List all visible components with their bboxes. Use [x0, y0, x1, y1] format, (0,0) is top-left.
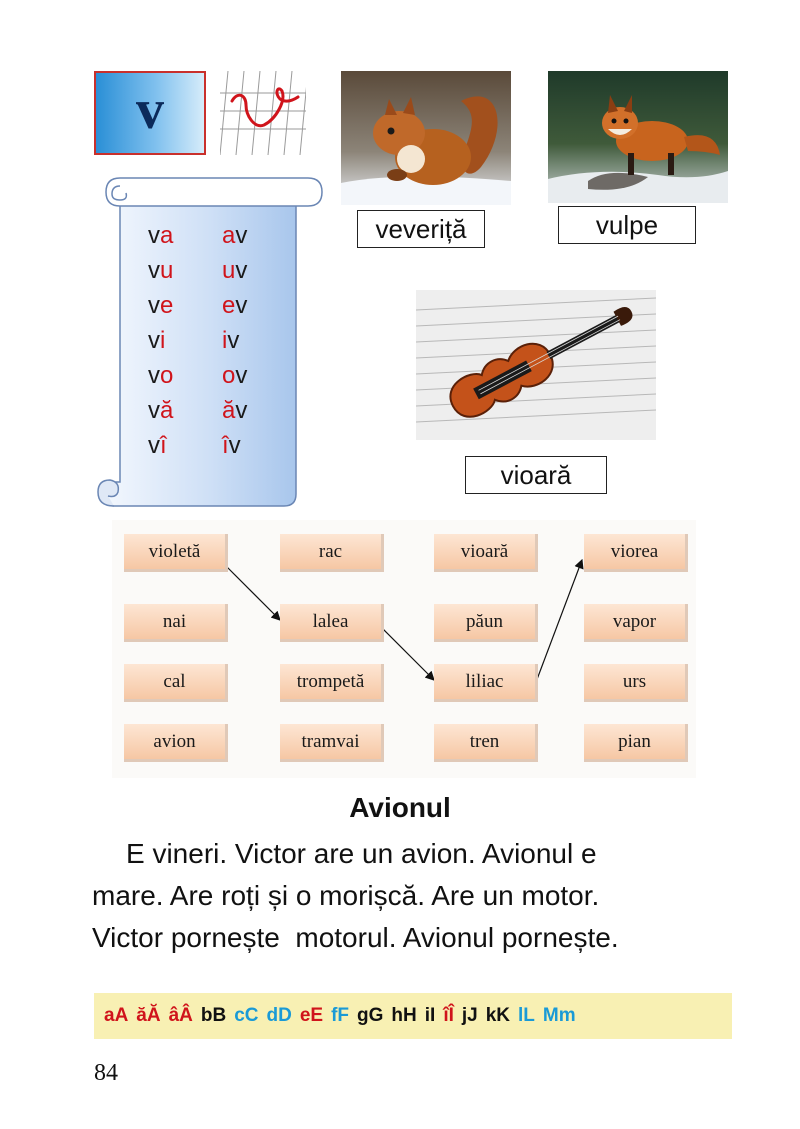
story-line: Victor pornește motorul. Avionul pornește.	[92, 922, 619, 953]
word-card: tramvai	[280, 724, 384, 762]
fox-label	[558, 206, 696, 244]
syllable-row-reverse	[222, 364, 247, 388]
alphabet-letter: îÎ	[443, 1005, 454, 1026]
consonant: v	[148, 397, 160, 424]
alphabet-letter: cC	[234, 1005, 259, 1026]
letter-tile	[94, 71, 206, 155]
consonant: v	[235, 222, 248, 249]
word-card: tren	[434, 724, 538, 762]
word-card: lalea	[280, 604, 384, 642]
syllable-row-reverse	[222, 294, 247, 318]
alphabet-letter: aA	[104, 1005, 129, 1026]
violin-word: vioară	[500, 459, 572, 490]
syllable-row-reverse	[222, 259, 247, 283]
word-grid	[112, 520, 696, 778]
story-line: E vineri. Victor are un avion. Avionul e	[126, 838, 597, 869]
alphabet-letter: hH	[391, 1005, 417, 1026]
consonant: v	[235, 362, 248, 389]
fox-photo	[548, 71, 728, 203]
syllable-scroll	[92, 176, 324, 520]
consonant: v	[235, 292, 248, 319]
word-card: păun	[434, 604, 538, 642]
word-card: avion	[124, 724, 228, 762]
squirrel-label	[357, 210, 485, 248]
syllable-row-reverse	[222, 329, 239, 353]
alphabet-letter: dD	[266, 1005, 292, 1026]
syllable-row	[148, 434, 167, 458]
alphabet-letter: jJ	[461, 1005, 478, 1026]
word-card: pian	[584, 724, 688, 762]
alphabet-strip	[94, 993, 732, 1039]
alphabet-letter: ăĂ	[136, 1005, 161, 1026]
alphabet-letter: eE	[299, 1005, 324, 1026]
consonant: v	[235, 257, 248, 284]
vowel: î	[160, 432, 167, 459]
word-card: violetă	[124, 534, 228, 572]
word-card: liliac	[434, 664, 538, 702]
squirrel-photo	[341, 71, 511, 205]
consonant: v	[148, 327, 160, 354]
page-number: 84	[94, 1060, 118, 1086]
consonant: v	[235, 397, 248, 424]
syllable-row	[148, 364, 173, 388]
vowel: î	[222, 432, 229, 459]
alphabet-letter: gG	[357, 1005, 384, 1026]
consonant: v	[227, 327, 240, 354]
alphabet-letter: Mm	[542, 1005, 576, 1026]
vowel: a	[160, 222, 174, 249]
vowel: u	[222, 257, 236, 284]
squirrel-word: veveriță	[375, 213, 467, 244]
vowel: ă	[160, 397, 174, 424]
alphabet-letter: lL	[518, 1005, 535, 1026]
consonant: v	[148, 257, 160, 284]
path-arrow	[536, 560, 582, 682]
vowel: a	[222, 222, 236, 249]
cursive-letter-illustration	[220, 71, 306, 155]
alphabet-letter: bB	[200, 1005, 227, 1026]
word-card: nai	[124, 604, 228, 642]
story-title: Avionul	[349, 792, 451, 823]
consonant: v	[148, 222, 160, 249]
vowel: o	[222, 362, 236, 389]
vowel: ă	[222, 397, 236, 424]
word-card: trompetă	[280, 664, 384, 702]
word-card: viorea	[584, 534, 688, 572]
vowel: i	[160, 327, 166, 354]
syllable-row-reverse	[222, 399, 247, 423]
syllable-row-reverse	[222, 434, 241, 458]
vowel: u	[160, 257, 174, 284]
consonant: v	[148, 362, 160, 389]
syllable-row	[148, 294, 173, 318]
syllable-row	[148, 329, 165, 353]
alphabet-letter: kK	[485, 1005, 511, 1026]
word-card: vapor	[584, 604, 688, 642]
vowel: e	[160, 292, 174, 319]
consonant: v	[148, 432, 160, 459]
vowel: o	[160, 362, 174, 389]
letter-v: v	[136, 79, 164, 141]
syllable-row-reverse	[222, 224, 247, 248]
word-card: vioară	[434, 534, 538, 572]
path-arrow	[376, 622, 434, 680]
word-card: rac	[280, 534, 384, 572]
story-line: mare. Are roți și o morișcă. Are un motor.	[92, 880, 600, 911]
consonant: v	[228, 432, 241, 459]
word-card: urs	[584, 664, 688, 702]
word-card: cal	[124, 664, 228, 702]
violin-label	[465, 456, 607, 494]
alphabet-letter: âÂ	[168, 1005, 193, 1026]
syllable-row	[148, 259, 173, 283]
vowel: e	[222, 292, 236, 319]
fox-word: vulpe	[595, 209, 659, 240]
syllable-row	[148, 224, 173, 248]
path-arrow	[220, 560, 280, 620]
vowel: i	[222, 327, 228, 354]
syllable-row	[148, 399, 173, 423]
violin-photo	[416, 290, 656, 440]
consonant: v	[148, 292, 160, 319]
alphabet-letter: iI	[424, 1005, 436, 1026]
alphabet-letter: fF	[331, 1005, 350, 1026]
